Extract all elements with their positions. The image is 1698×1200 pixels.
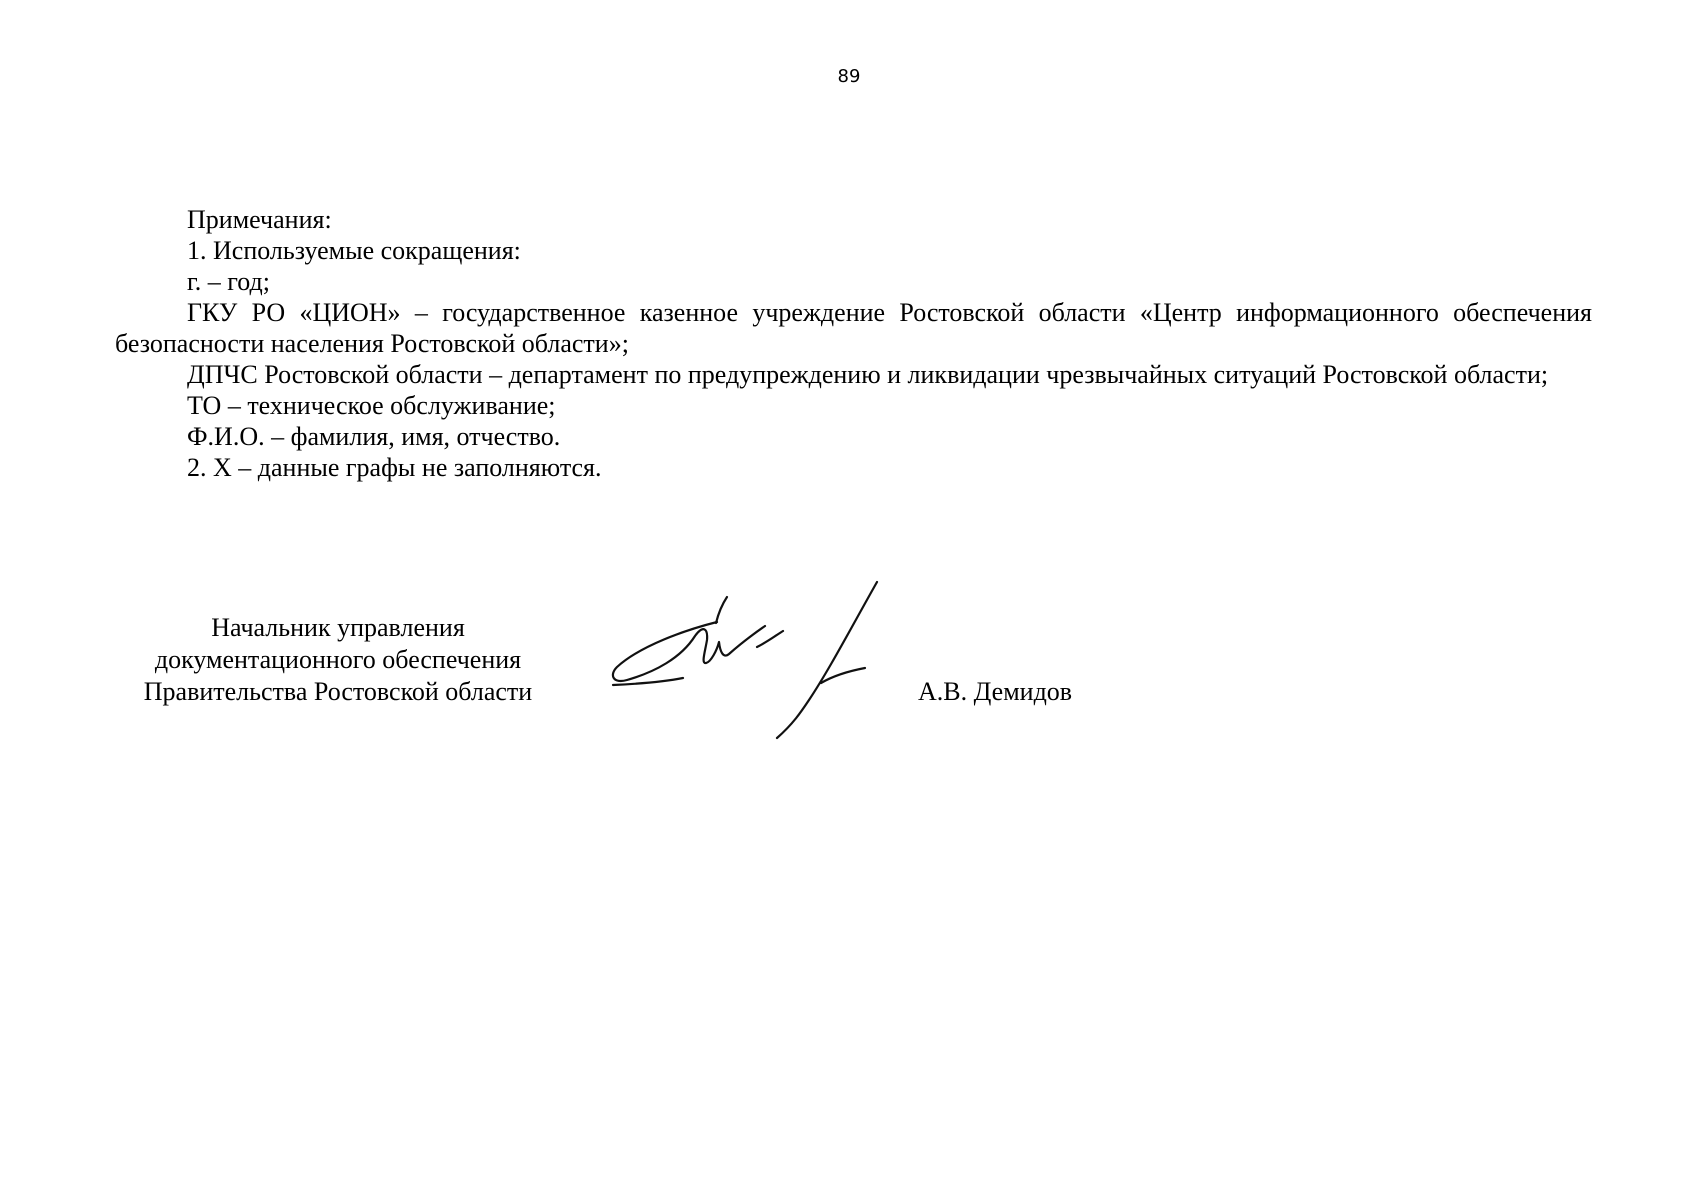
position-line: Начальник управления: [211, 613, 465, 642]
handwritten-signature-icon: [605, 572, 905, 740]
position-line: документационного обеспечения: [154, 645, 522, 674]
abbreviation-dpchs: ДПЧС Ростовской области – департамент по предупреждению и ликвидации чрезвычайных ситуаций Ростовской области;: [187, 360, 1549, 389]
abbreviation-year: г. – год;: [187, 267, 270, 296]
abbreviation-gku-ro-cion: ГКУ РО «ЦИОН» – государственное казенное учреждение Ростовской области «Центр информационного обеспечения безопасности населения Ростовской области»;: [115, 298, 1592, 358]
abbreviation-to: ТО – техническое обслуживание;: [187, 391, 556, 420]
notes-item-2: 2. Х – данные графы не заполняются.: [187, 453, 602, 482]
notes-item-1: 1. Используемые сокращения:: [187, 236, 521, 265]
signer-position: [110, 612, 566, 708]
abbreviation-fio: Ф.И.О. – фамилия, имя, отчество.: [187, 422, 561, 451]
notes-section: [115, 204, 1592, 483]
position-line: Правительства Ростовской области: [143, 677, 533, 706]
notes-heading: Примечания:: [187, 205, 332, 234]
page-number: 89: [837, 66, 861, 87]
signer-name: А.В. Демидов: [918, 677, 1073, 706]
